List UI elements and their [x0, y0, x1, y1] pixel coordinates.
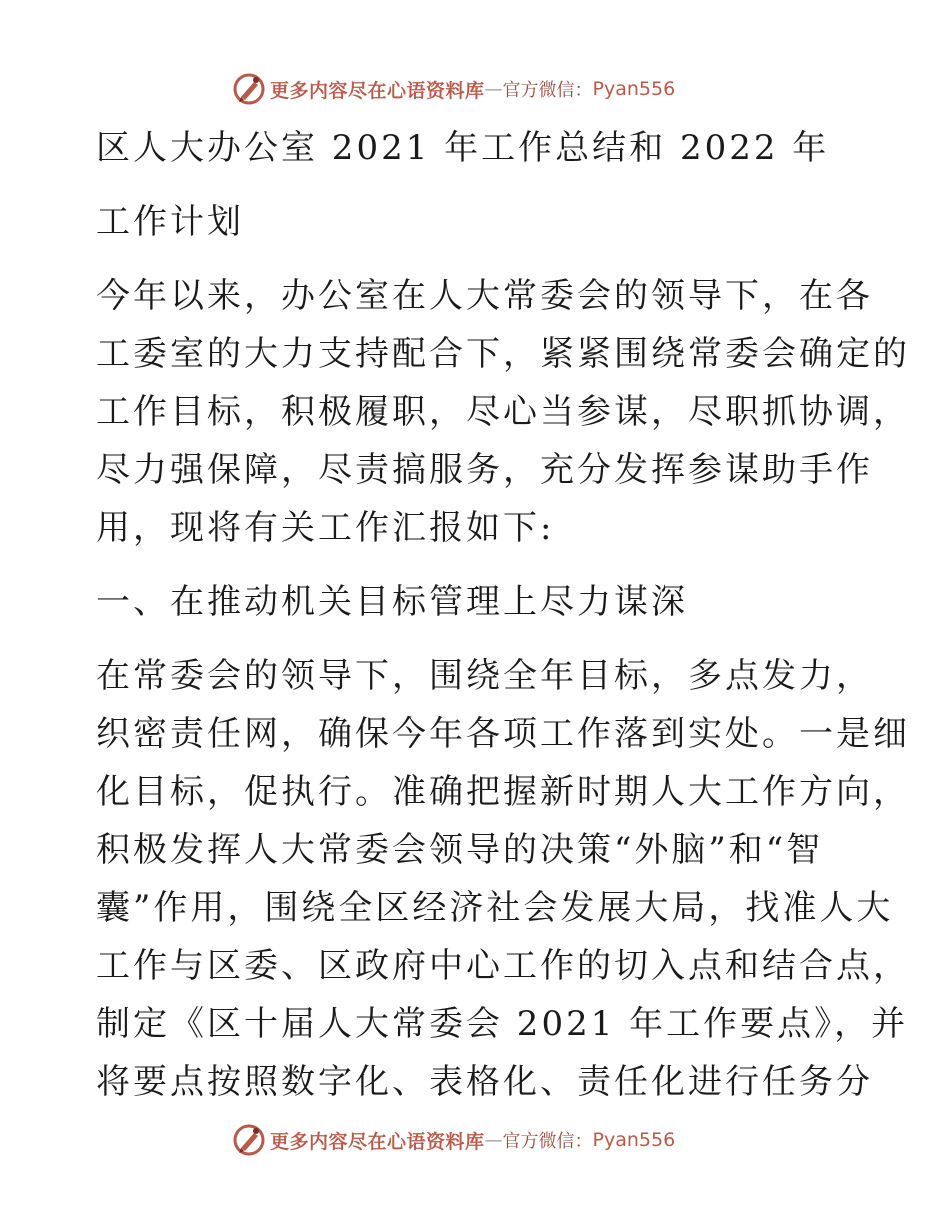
- footer-watermark: [232, 1123, 675, 1157]
- paragraph-line: 今年以来，办公室在人大常委会的领导下，在各: [96, 276, 873, 316]
- pen-logo-icon: [232, 1123, 266, 1157]
- watermark-slogan: 更多内容尽在心语资料库: [270, 79, 485, 102]
- paragraph-line: 囊”作用，围绕全区经济社会发展大局，找准人大: [96, 888, 894, 928]
- paragraph-line: 织密责任网，确保今年各项工作落到实处。一是细: [96, 714, 910, 754]
- paragraph-line: 化目标，促执行。准确把握新时期人大工作方向，: [96, 772, 910, 812]
- paragraph-line: 工作与区委、区政府中心工作的切入点和结合点，: [96, 946, 910, 986]
- document-title-line-1: 区人大办公室 2021 年工作总结和 2022 年: [96, 128, 830, 168]
- paragraph-line: 积极发挥人大常委会领导的决策“外脑”和“智: [96, 830, 824, 870]
- document-title-line-2: 工作计划: [96, 202, 244, 242]
- paragraph-line: 工委室的大力支持配合下，紧紧围绕常委会确定的: [96, 334, 910, 374]
- watermark-dash: —: [484, 1129, 503, 1151]
- pen-logo-icon: [232, 72, 266, 106]
- watermark-wechat-id: Pyan556: [592, 78, 676, 100]
- header-watermark: [232, 72, 675, 106]
- paragraph-line: 制定《区十届人大常委会 2021 年工作要点》，并: [96, 1004, 909, 1044]
- paragraph-line: 在常委会的领导下，围绕全年目标，多点发力，: [96, 656, 873, 696]
- watermark-wechat-id: Pyan556: [592, 1129, 676, 1151]
- paragraph-line: 工作目标，积极履职，尽心当参谋，尽职抓协调，: [96, 392, 910, 432]
- paragraph-line: 尽力强保障，尽责搞服务，充分发挥参谋助手作: [96, 450, 873, 490]
- section-heading: 一、在推动机关目标管理上尽力谋深: [96, 582, 688, 622]
- watermark-wechat-label: 官方微信：: [502, 80, 593, 101]
- watermark-slogan: 更多内容尽在心语资料库: [270, 1130, 485, 1153]
- paragraph-line: 将要点按照数字化、表格化、责任化进行任务分: [96, 1062, 873, 1102]
- paragraph-line: 用，现将有关工作汇报如下:: [96, 508, 555, 548]
- watermark-wechat-label: 官方微信：: [502, 1131, 593, 1152]
- watermark-dash: —: [484, 78, 503, 100]
